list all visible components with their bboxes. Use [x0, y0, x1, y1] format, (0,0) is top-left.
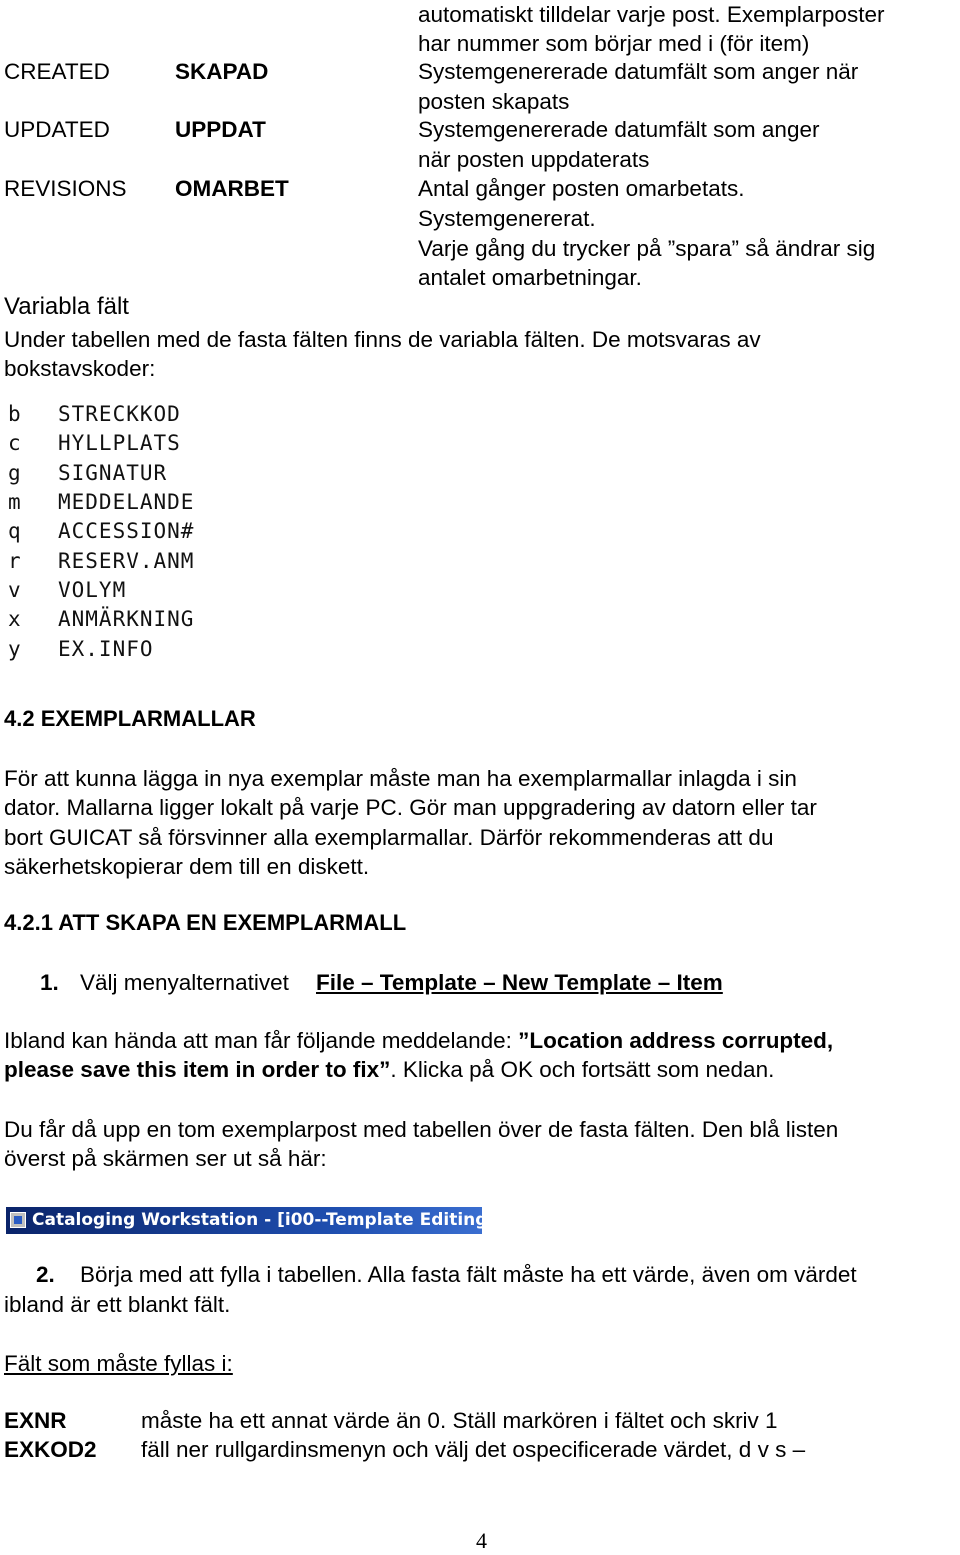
error-message-end: please save this item in order to fix” [4, 1057, 391, 1082]
page-number: 4 [476, 1528, 487, 1553]
variable-fields-heading: Variabla fält [4, 293, 129, 320]
note-line-1 [4, 1026, 833, 1055]
step-1-number: 1. [40, 970, 59, 995]
code-letter-c: c [8, 431, 22, 455]
code-name-streckkod: STRECKKOD [58, 402, 181, 426]
section-42-para-1: För att kunna lägga in nya exemplar måste man ha exemplarmallar inlagda i sin [4, 766, 797, 791]
code-letter-v: v [8, 578, 22, 602]
section-42-para-3: bort GUICAT så försvinner alla exemplarmallar. Därför rekommenderas att du [4, 825, 774, 850]
field-sv-skapad: SKAPAD [175, 59, 269, 84]
code-name-anmarkning: ANMÄRKNING [58, 607, 195, 631]
code-name-signatur: SIGNATUR [58, 461, 168, 485]
step-2-text-2: ibland är ett blankt fält. [4, 1292, 231, 1317]
field-desc-exkod2: fäll ner rullgardinsmenyn och välj det ospecificerade värdet, d v s – [141, 1437, 806, 1462]
field-en-revisions: REVISIONS [4, 176, 127, 201]
code-letter-b: b [8, 402, 22, 426]
field-name-exkod2: EXKOD2 [4, 1437, 97, 1462]
code-letter-r: r [8, 549, 22, 573]
field-desc-revisions-2: Systemgenererat. [418, 206, 596, 231]
step-1-text: Välj menyalternativet [80, 970, 289, 995]
titlebar-text: Cataloging Workstation - [i00--Template Editing] [32, 1210, 496, 1230]
field-desc-revisions-1: Antal gånger posten omarbetats. [418, 176, 745, 201]
field-desc-revisions-4: antalet omarbetningar. [418, 265, 642, 290]
note-line-2 [4, 1055, 774, 1084]
note-line-2-text: . Klicka på OK och fortsätt som nedan. [390, 1057, 775, 1082]
code-name-reserv-anm: RESERV.ANM [58, 549, 195, 573]
variable-fields-intro-2: bokstavskoder: [4, 356, 156, 381]
code-letter-x: x [8, 607, 22, 631]
code-letter-g: g [8, 461, 22, 485]
section-42-para-2: dator. Mallarna ligger lokalt på varje PC. Gör man uppgradering av datorn eller tar [4, 795, 817, 820]
step-2-number: 2. [36, 1262, 55, 1287]
table-desc-top-1: automatiskt tilldelar varje post. Exemplarposter [418, 2, 885, 27]
field-name-exnr: EXNR [4, 1408, 67, 1433]
field-sv-omarbet: OMARBET [175, 176, 289, 201]
code-name-hyllplats: HYLLPLATS [58, 431, 181, 455]
code-name-accession: ACCESSION# [58, 519, 195, 543]
section-42-para-4: säkerhetskopierar dem till en diskett. [4, 854, 370, 879]
code-letter-m: m [8, 490, 22, 514]
code-name-meddelande: MEDDELANDE [58, 490, 195, 514]
code-letter-q: q [8, 519, 22, 543]
field-sv-uppdat: UPPDAT [175, 117, 266, 142]
field-en-updated: UPDATED [4, 117, 110, 142]
field-desc-revisions-3: Varje gång du trycker på ”spara” så ändrar sig [418, 236, 876, 261]
menu-path: File – Template – New Template – Item [316, 970, 723, 995]
must-fill-heading: Fält som måste fyllas i: [4, 1351, 233, 1376]
code-letter-y: y [8, 637, 22, 661]
window-titlebar-screenshot [6, 1207, 496, 1234]
field-en-created: CREATED [4, 59, 110, 84]
desc-line-1: Du får då upp en tom exemplarpost med tabellen över de fasta fälten. Den blå listen [4, 1117, 839, 1142]
section-421-heading: 4.2.1 ATT SKAPA EN EXEMPLARMALL [4, 910, 407, 935]
field-desc-updated-2: när posten uppdaterats [418, 147, 650, 172]
code-name-ex-info: EX.INFO [58, 637, 154, 661]
app-icon [10, 1212, 26, 1228]
note-line-1-text: Ibland kan hända att man får följande meddelande: [4, 1028, 519, 1053]
field-desc-created-2: posten skapats [418, 89, 570, 114]
field-desc-updated-1: Systemgenererade datumfält som anger [418, 117, 820, 142]
field-desc-created-1: Systemgenererade datumfält som anger när [418, 59, 859, 84]
step-2-text-1: Börja med att fylla i tabellen. Alla fasta fält måste ha ett värde, även om värdet [80, 1262, 857, 1287]
section-42-heading: 4.2 EXEMPLARMALLAR [4, 706, 256, 731]
error-message-start: ”Location address corrupted, [518, 1028, 834, 1053]
code-name-volym: VOLYM [58, 578, 127, 602]
variable-fields-intro-1: Under tabellen med de fasta fälten finns de variabla fälten. De motsvaras av [4, 327, 761, 352]
desc-line-2: överst på skärmen ser ut så här: [4, 1146, 327, 1171]
field-desc-exnr: måste ha ett annat värde än 0. Ställ markören i fältet och skriv 1 [141, 1408, 778, 1433]
table-desc-top-2: har nummer som börjar med i (för item) [418, 31, 810, 56]
